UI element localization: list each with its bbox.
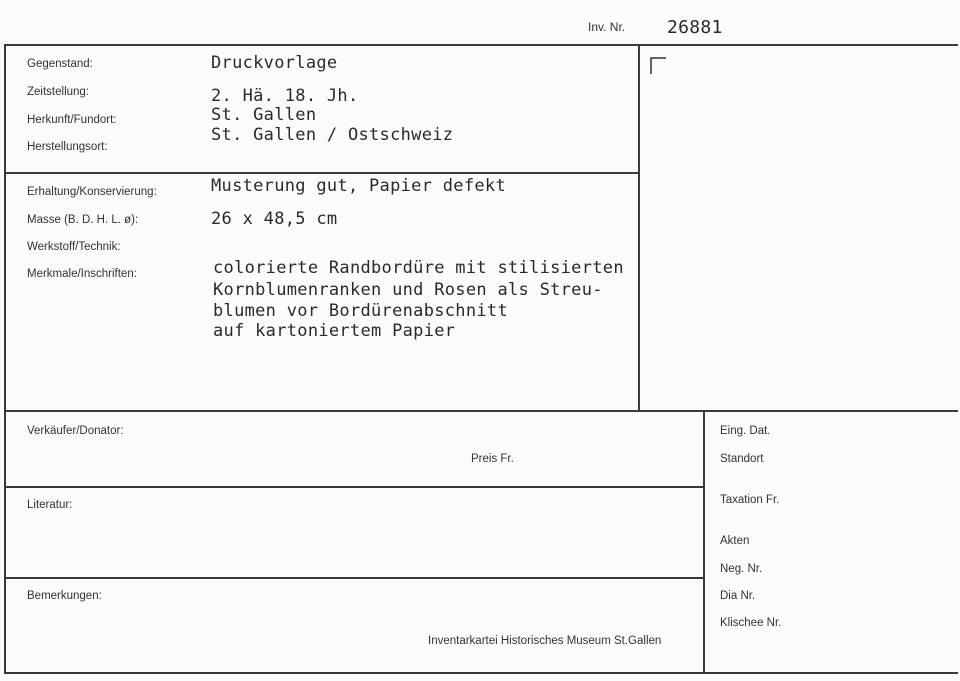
label-dia-nr: Dia Nr. — [720, 590, 756, 602]
label-literatur: Literatur: — [27, 499, 73, 511]
label-akten: Akten — [720, 535, 750, 547]
label-bemerkungen: Bemerkungen: — [27, 590, 102, 602]
value-merkmale-line2: Kornblumenranken und Rosen als Streu- — [213, 280, 603, 300]
rule-bottom — [4, 672, 958, 674]
label-werkstoff: Werkstoff/Technik: — [27, 241, 121, 253]
label-zeitstellung: Zeitstellung: — [27, 86, 90, 98]
label-klischee-nr: Klischee Nr. — [720, 617, 782, 629]
value-masse: 26 x 48,5 cm — [211, 209, 338, 229]
value-merkmale-line3: blumen vor Bordürenabschnitt — [213, 301, 508, 321]
label-erhaltung: Erhaltung/Konservierung: — [27, 186, 157, 198]
card-footer: Inventarkartei Historisches Museum St.Gallen — [428, 635, 662, 647]
label-gegenstand: Gegenstand: — [27, 58, 93, 70]
label-eing-dat: Eing. Dat. — [720, 425, 771, 437]
label-taxation: Taxation Fr. — [720, 494, 780, 506]
label-merkmale: Merkmale/Inschriften: — [27, 268, 137, 280]
label-masse: Masse (B. D. H. L. ø): — [27, 214, 139, 226]
value-merkmale-line1: colorierte Randbordüre mit stilisierten — [213, 258, 624, 278]
label-preis: Preis Fr. — [471, 453, 514, 465]
rule-image-box — [638, 44, 640, 410]
rule-right-column — [703, 410, 705, 672]
value-zeitstellung: 2. Hä. 18. Jh. — [211, 86, 359, 106]
rule-top — [4, 44, 958, 46]
label-herstellungsort: Herstellungsort: — [27, 141, 108, 153]
inv-number-label: Inv. Nr. — [588, 20, 626, 34]
rule-section2 — [4, 410, 958, 412]
value-merkmale-line4: auf kartoniertem Papier — [213, 321, 456, 341]
value-gegenstand: Druckvorlage — [211, 53, 338, 73]
value-herstellungsort: St. Gallen / Ostschweiz — [211, 125, 454, 145]
rule-section3 — [4, 486, 703, 488]
label-standort: Standort — [720, 453, 764, 465]
value-erhaltung: Musterung gut, Papier defekt — [211, 176, 506, 196]
label-herkunft: Herkunft/Fundort: — [27, 114, 117, 126]
label-verkaeufer: Verkäufer/Donator: — [27, 425, 124, 437]
rule-section1 — [4, 172, 638, 174]
corner-mark-icon — [650, 57, 668, 75]
inv-number-value: 26881 — [667, 17, 723, 38]
label-neg-nr: Neg. Nr. — [720, 563, 763, 575]
value-herkunft: St. Gallen — [211, 105, 317, 125]
rule-section4 — [4, 577, 703, 579]
